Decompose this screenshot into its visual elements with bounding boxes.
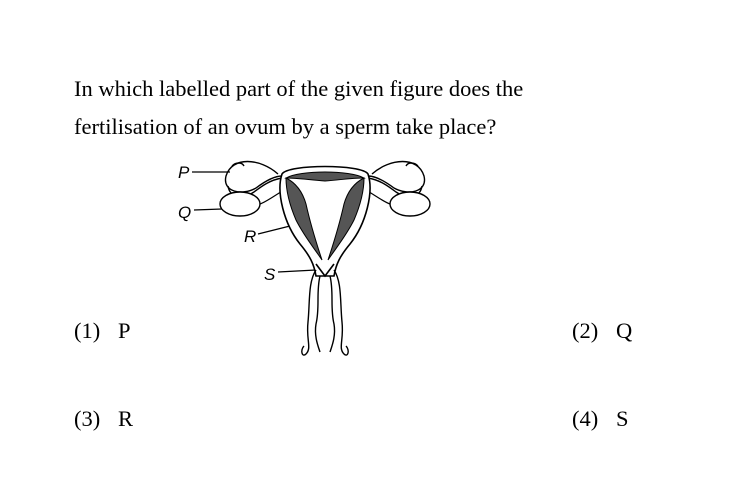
option-4-text: S [616, 406, 629, 431]
right-ovary [390, 192, 430, 216]
option-1[interactable] [74, 318, 131, 344]
option-2-number: (2) [572, 318, 599, 343]
question-line-2: fertilisation of an ovum by a sperm take place? [74, 114, 497, 139]
pointer-line-s [278, 270, 316, 272]
pointer-line-q [194, 209, 222, 210]
option-1-text: P [118, 318, 131, 343]
uterus-diagram [170, 152, 440, 362]
label-s: S [264, 265, 276, 284]
left-ovary [220, 192, 260, 216]
right-fallopian-tube [368, 162, 425, 197]
option-2[interactable] [572, 318, 632, 344]
option-2-text: Q [616, 318, 633, 343]
option-4[interactable] [572, 406, 629, 432]
question-text [74, 70, 714, 146]
vagina [302, 270, 348, 355]
option-4-number: (4) [572, 406, 599, 431]
label-p: P [178, 163, 190, 182]
pointer-line-r [258, 226, 290, 234]
reproductive-system-figure [170, 152, 440, 362]
option-3-text: R [118, 406, 134, 431]
label-r: R [244, 227, 257, 246]
option-3[interactable] [74, 406, 133, 432]
option-1-number: (1) [74, 318, 101, 343]
label-q: Q [178, 203, 192, 222]
question-line-1: In which labelled part of the given figure does the [74, 76, 524, 101]
left-fallopian-tube [225, 162, 282, 197]
option-3-number: (3) [74, 406, 101, 431]
